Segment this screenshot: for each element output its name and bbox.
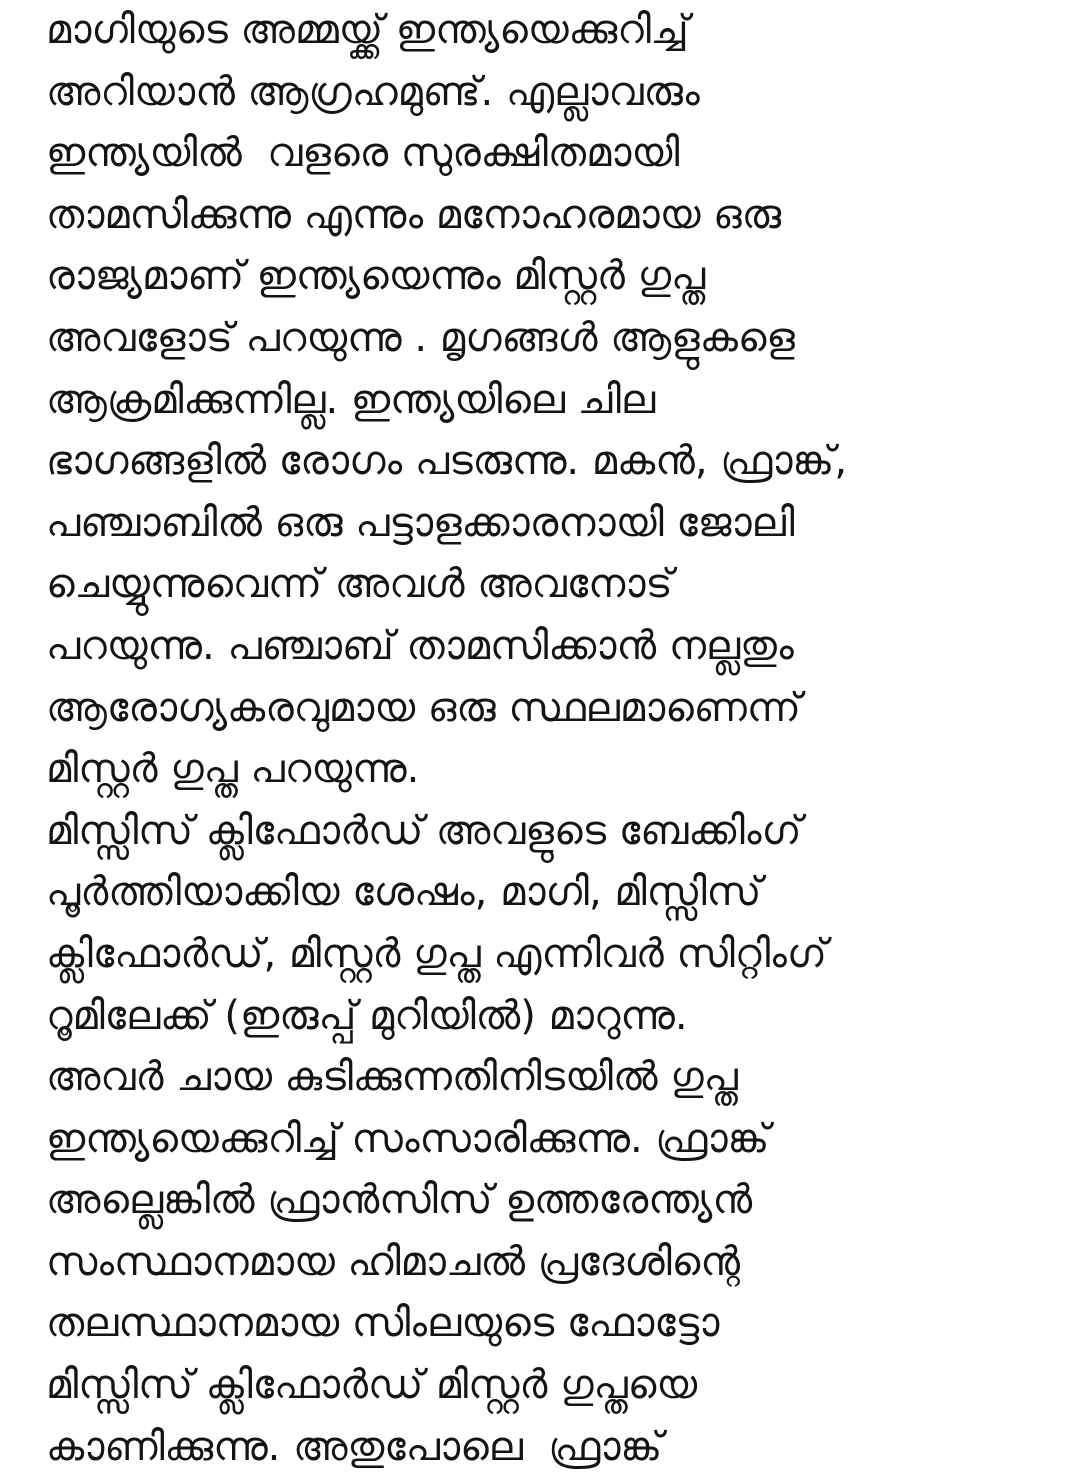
text-line: മാഗിയുടെ അമ്മയ്ക്ക് ഇന്ത്യയെക്കുറിച്ച് — [46, 7, 689, 53]
text-line: പറയുന്നു. പഞ്ചാബ് താമസിക്കാൻ നല്ലതും — [46, 622, 794, 669]
text-line: അവളോട് പറയുന്നു . മൃഗങ്ങൾ ആളുകളെ — [46, 314, 795, 361]
text-line: ഭാഗങ്ങളിൽ രോഗം പടരുന്നു. മകൻ, ഫ്രാങ്ക്, — [46, 438, 848, 485]
text-line: ആരോഗ്യകരവുമായ ഒരു സ്ഥലമാണെന്ന് — [46, 684, 801, 731]
text-line: അല്ലെങ്കിൽ ഫ്രാൻസിസ് ഉത്തരേന്ത്യൻ — [46, 1177, 753, 1224]
text-line: ഇന്ത്യയെക്കുറിച്ച് സംസാരിക്കുന്നു. ഫ്രാങ്ക് — [46, 1115, 770, 1162]
text-line: പൂർത്തിയാക്കിയ ശേഷം, മാഗി, മിസ്സിസ് — [46, 869, 762, 916]
text-line: മിസ്റ്റർ ഗുപ്ത പറയുന്നു. — [46, 746, 420, 793]
text-line: സംസ്ഥാനമായ ഹിമാചൽ പ്രദേശിന്റെ — [46, 1238, 740, 1285]
text-line: അറിയാൻ ആഗ്രഹമുണ്ട്. എല്ലാവരും — [46, 68, 700, 115]
text-line: തലസ്ഥാനമായ സിംലയുടെ ഫോട്ടോ — [46, 1300, 720, 1347]
text-line: ക്ലിഫോർഡ്, മിസ്റ്റർ ഗുപ്ത എന്നിവർ സിറ്റിംഗ് — [46, 930, 827, 977]
text-line: അവർ ചായ കുടിക്കുന്നതിനിടയിൽ ഗുപ്ത — [46, 1054, 738, 1101]
text-line: കാണിക്കുന്നു. അതുപോലെ ഫ്രാങ്ക് — [46, 1423, 663, 1470]
text-line: ചെയ്യുന്നുവെന്ന് അവൾ അവനോട് — [46, 561, 673, 608]
text-line: മിസ്സിസ് ക്ലിഫോർഡ് അവളുടെ ബേക്കിംഗ് — [46, 807, 802, 854]
text-line: ആക്രമിക്കുന്നില്ല. ഇന്ത്യയിലെ ചില — [46, 376, 656, 423]
text-line: മിസ്സിസ് ക്ലിഫോർഡ് മിസ്റ്റർ ഗുപ്തയെ — [46, 1362, 698, 1409]
text-line: റൂമിലേക്ക് (ഇരുപ്പ് മുറിയിൽ) മാറുന്നു. — [46, 992, 688, 1039]
text-line: രാജ്യമാണ് ഇന്ത്യയെന്നും മിസ്റ്റർ ഗുപ്ത — [46, 253, 706, 300]
text-line: താമസിക്കുന്നു എന്നും മനോഹരമായ ഒരു — [46, 191, 782, 238]
text-line: ഇന്ത്യയിൽ വളരെ സുരക്ഷിതമായി — [46, 130, 680, 177]
document-text — [46, 0, 1046, 1478]
text-line: പഞ്ചാബിൽ ഒരു പട്ടാളക്കാരനായി ജോലി — [46, 499, 795, 546]
